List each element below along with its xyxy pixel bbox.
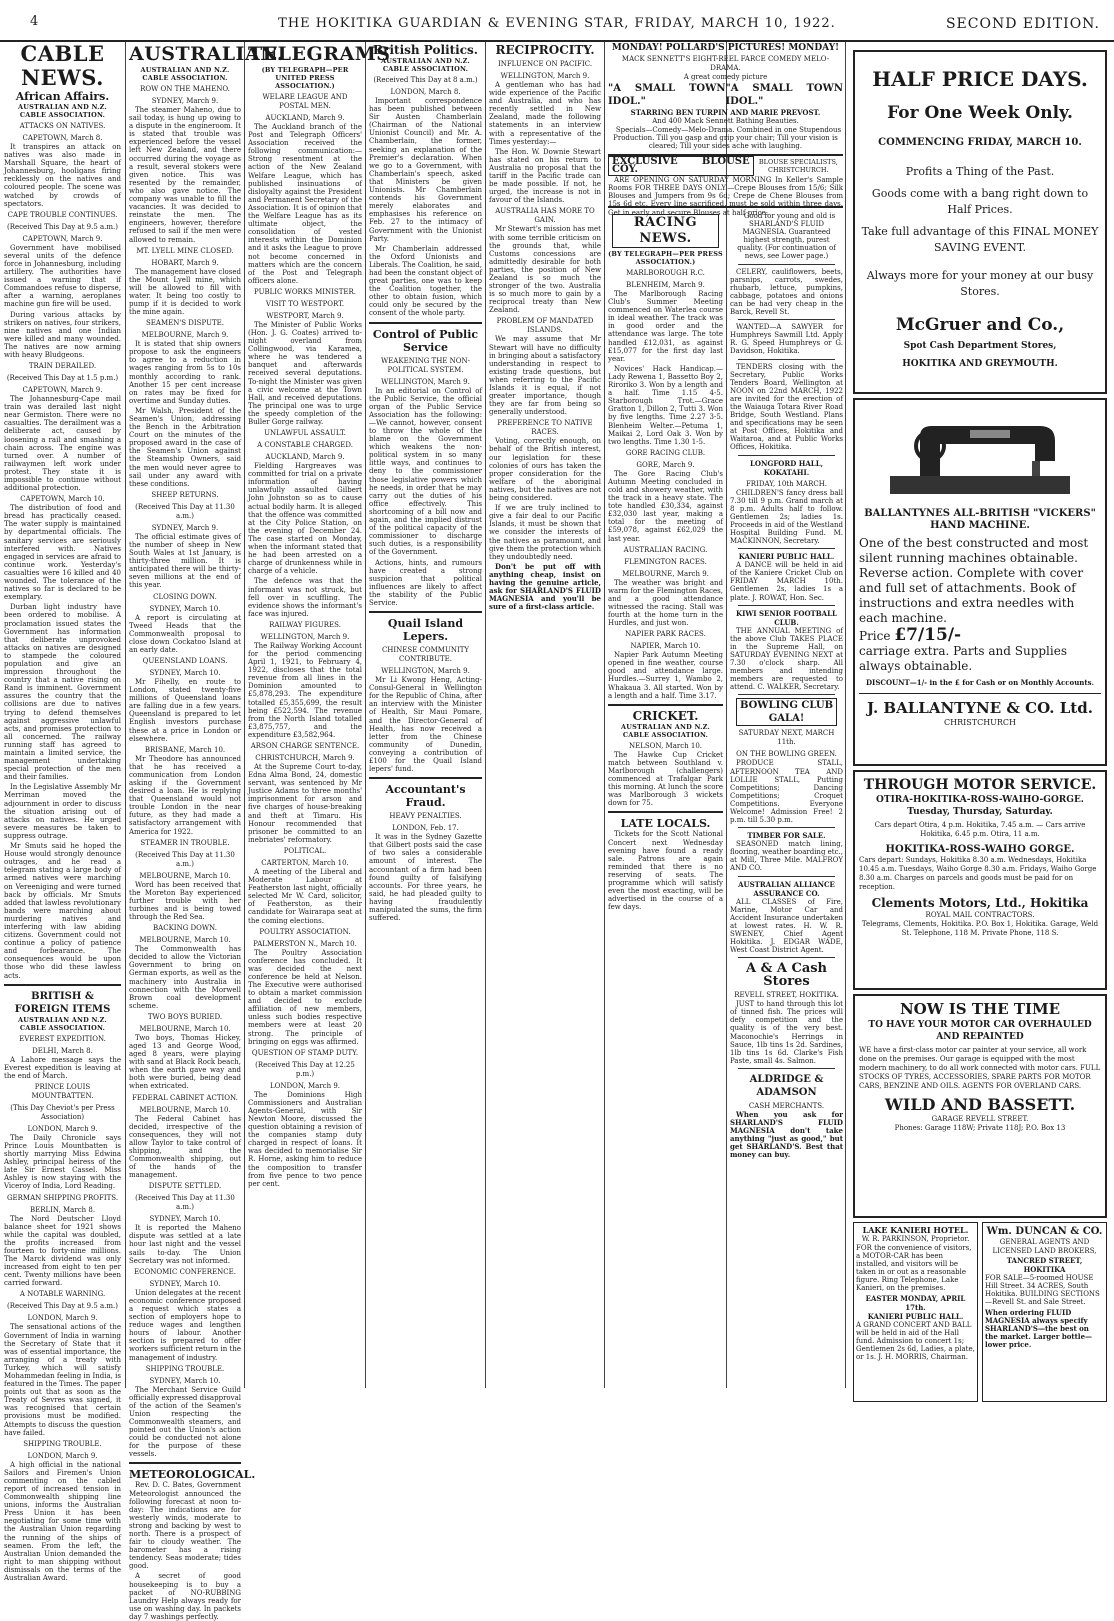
dateline: PALMERSTON N., March 10.	[253, 939, 357, 948]
column-telegrams	[248, 42, 391, 1388]
one-week-heading: For One Week Only.	[887, 103, 1073, 123]
article-text: The steamer Maheno, due to sail today, is hung up owing to a dispute in the engineroom. It is stated that trouble was experienced before the vessel left New Zealand, and there occurred during the voyage as a result, several stokers were given notice. This was resented by the remainder, who also gave notice. The company was unable to fill the vacancies. It was decided to reinstate the men. The engineers, however, therefore refused to sail if the men were allowed to remain.	[129, 106, 241, 244]
british-politics-heading: British Politics.	[373, 43, 478, 57]
dateline: CHRISTCHURCH, March 9.	[255, 754, 355, 762]
australian-heading: AUSTRALIAN.	[129, 43, 284, 65]
easter-date: EASTER MONDAY, APRIL 17th.	[865, 1294, 966, 1312]
subheading: BACKING DOWN.	[153, 924, 217, 933]
dateline: WELLINGTON, March 9.	[381, 667, 470, 676]
article-text: In the Legislative Assembly Mr Merriman moved the adjournment in order to discuss the situation arising out of attacks on natives. He urged severe measures be taken to suppress outrage.	[4, 783, 121, 840]
assoc-label: (BY TELEGRAPH—PER PRESS ASSOCIATION.)	[608, 250, 723, 266]
assoc-label: AUSTRALIAN AND N.Z. CABLE ASSOCIATION.	[381, 57, 470, 73]
blouse-text: ARE OPENING ON SATURDAY MORNING In Keller's Sample Rooms FOR THREE DAYS ONLY.—Crepe Blouses from 15/6; Silk Blouses and Jumpers from 9s 6d; Crepe de Chene Blouses from 15s 6d etc. Every line sacrificed, must be sold within three days. Get in early and secure Blouses at half price.	[608, 176, 843, 217]
column-reciprocity	[489, 42, 601, 1388]
dateline: MELBOURNE, March 10.	[139, 936, 231, 945]
article-text: The official estimate gives of the number of sheep in New South Wales at 1st January, is thirty-three million. It is anticipated there will be thirty-seven millions at the end of this year.	[129, 532, 241, 590]
article-text: Two boys, Thomas Hickey, aged 13 and George Wood, aged 8 years, were playing with sand at Black Rock beach, when the earth gave way and both were buried, being dead when extricated.	[129, 1033, 241, 1091]
meteorological-heading: METEOROLOGICAL.	[129, 1468, 256, 1482]
dateline: DELHI, March 8.	[32, 1046, 93, 1055]
subheading: INFLUENCE ON PACIFIC.	[497, 60, 593, 68]
subheading: VISIT TO WESTPORT.	[265, 299, 345, 308]
column-racing	[608, 212, 723, 1388]
ad-heading: LONGFORD HALL, KOKATAHI.	[749, 458, 824, 477]
clements-contact: Telegrams, Clements, Hokitika. P.O. Box 1, Hokitika. Garage, Weld St. Telephone, 118 M. Private Phone, 118 S.	[861, 920, 1099, 937]
dateline: SYDNEY, March 9.	[151, 523, 219, 532]
column-classifieds	[730, 212, 843, 1388]
dateline: SYDNEY, March 10.	[149, 1279, 221, 1288]
subheading: MARLBOROUGH R.C.	[626, 269, 705, 277]
overhaul-ad	[853, 994, 1107, 1218]
cricket-heading: CRICKET.	[632, 708, 699, 723]
column-british-politics	[369, 42, 482, 1388]
subheading: PREFERENCE TO NATIVE RACES.	[497, 419, 593, 437]
motor-service-ad	[853, 770, 1107, 990]
ad-place: CASH MERCHANTS.	[748, 1101, 825, 1110]
column-rule	[365, 42, 366, 1388]
ad-heading: TIMBER FOR SALE.	[747, 831, 826, 841]
subheading: AUSTRALIA HAS MORE TO GAIN.	[495, 207, 595, 225]
article-text: If we are truly inclined to give a fair deal to our Pacific Islands, it must be shown that we consider the interests of the natives as paramount, and give them the protection which they undoubtedly need.	[489, 504, 601, 561]
duncan-text: FOR SALE—5-roomed HOUSE Hill Street. 34 ACRES, South Hokitika. BUILDING SECTIONS—Revell St. and Sale Street.	[985, 1274, 1100, 1306]
bowling-heading: BOWLING CLUB GALA!	[736, 698, 837, 726]
article-text: It is reported the Maheno dispute was settled at a late hour last night and the vessel sails to-day. The Union Secretary was not informed.	[129, 1224, 241, 1265]
masthead	[0, 14, 1114, 42]
article-text: The Nord Deutscher Lloyd balance sheet for 1921 shows while the capital was doubled, the profits increased from fourteen to forty-nine millions. The Marck dividend was only increased from eight to ten per cent. Twenty millions have been carried forward.	[4, 1214, 121, 1288]
racing-news-heading: RACING NEWS.	[612, 214, 719, 248]
article-text: Mr Chamberlain addressed the Oxford Unionists and Liberals. The Coalition, he said, had been the constant object of great parties, one was to keep the Coalition together, the other to obtain fusion, which could only be secured by the consent of the whole party.	[369, 244, 482, 318]
dateline: BRISBANE, March 10.	[144, 745, 226, 754]
accountants-fraud-heading: Accountant's Fraud.	[385, 783, 466, 810]
subheading: RAILWAY FIGURES.	[269, 620, 341, 629]
assoc-label: AUSTRALIAN AND N.Z. CABLE ASSOCIATION.	[18, 1015, 107, 1032]
subheading: CLOSING DOWN.	[153, 592, 217, 601]
late-locals-heading: LATE LOCALS.	[620, 817, 711, 831]
subheading: EVEREST EXPEDITION.	[19, 1034, 106, 1043]
received-note: (Received This Day at 1.5 p.m.)	[6, 374, 119, 383]
subheading: CAPE TROUBLE CONTINUES.	[7, 210, 118, 219]
assoc-label: AUSTRALIAN AND N.Z. CABLE ASSOCIATION.	[140, 66, 230, 82]
subheading: HEAVY PENALTIES.	[389, 812, 462, 821]
classified-ad: PRODUCE STALL, AFTERNOON TEA AND LOLLIE STALL, Putting Competitions; Dancing Competitions; Croquet Competitions. Everyone Welcome! Admission Free! 2 p.m. till 5.30 p.m.	[730, 759, 843, 825]
lake-heading: LAKE KANIERI HOTEL.	[862, 1225, 969, 1235]
dateline: AUCKLAND, March 9.	[265, 114, 345, 122]
lake-kanieri-ad	[853, 1222, 978, 1402]
ad-heading: KIWI SENIOR FOOTBALL CLUB.	[736, 608, 837, 627]
british-foreign-heading: BRITISH & FOREIGN ITEMS	[14, 990, 111, 1015]
ad-place: REVELL STREET, HOKITIKA.	[734, 991, 839, 1000]
column-rule	[485, 42, 486, 1388]
now-sub: TO HAVE YOUR MOTOR CAR OVERHAULED AND REPAINTED	[868, 1020, 1092, 1042]
adamson-heading: ALDRIDGE & ADAMSON	[749, 1073, 824, 1098]
article-text: The defence was that the informant was not struck, but fell over in scuffling. The evidence shows the informant's face was injured.	[248, 577, 362, 618]
duncan-address: TANCRED STREET, HOKITIKA	[1006, 1256, 1083, 1274]
article-text: Mr Li Kwong Heng, Acting-Consul-General in Wellington for the Republic of China, after an interview with the Minister of Health, Sir Maui Pomare, and the Director-General of Health, has now received a letter from the Chinese community of Dunedin, conveying a contribution of £100 for the Quail Island lepers' fund.	[369, 676, 482, 774]
half-price-ad	[853, 50, 1107, 394]
ballantyne-location: CHRISTCHURCH	[943, 718, 1017, 727]
dateline: CAPETOWN, March 9.	[22, 234, 103, 243]
article-text: The distribution of food and bread has practically ceased. The water supply is maintained by departmental officials. The sanitary services are seriously interfered with. Natives engaged in services are afraid to continue work. Yesterday's casualties were 16 killed and 40 wounded. The tolerance of the natives so far is declared to be exemplary.	[4, 504, 121, 602]
subheading: GERMAN SHIPPING PROFITS.	[6, 1193, 119, 1202]
duncan-ad	[982, 1222, 1107, 1402]
quail-island-heading: Quail Island Lepers.	[387, 617, 464, 644]
received-note: (Received This Day at 11.30 a.m.)	[135, 1194, 235, 1212]
article-text: Government have mobilised several units of the defence force in Johannesburg, including artillery. The authorities have issued a warning that if Commandoes refuse to disperse, after a warning, aeroplanes machine gun fire will be used.	[4, 243, 121, 309]
article-text: Durban light industry have been ordered to mobilise. A proclamation issued states the Government has information that deliberate unprovoked attacks on natives are designed to stampede the coloured population and give an impression throughout the country that a native rising on Rand is imminent. Government assures the country that the collisions are due to natives trying to defend themselves against aggressive unlawful acts, and promises protection to all concerned. The railway running staff has agreed to maintain a limited service, the management undertaking special protection of the men and their families.	[4, 603, 121, 782]
subheading: SHEEP RETURNS.	[151, 490, 219, 499]
dateline: WELLINGTON, March 9.	[500, 72, 590, 80]
article-text: Mr Walsh, President of the Seamen's Union, addressing the Bench in the Arbitration Court on the minutes of the proposed award in the case of the Seamen's Union against the Steamship Owners, said the men would never agree to sail under any award with these conditions.	[129, 406, 241, 488]
ad-date: FRIDAY, 10th MARCH.	[745, 479, 828, 488]
article-text: The Railway Working Account for the period commencing April 1, 1921, to February 4, 1922, discloses that the total revenue from all lines in the Dominion amounted to £5,878,293. The expenditure totalled £5,355,699, the result being £522,594. The revenue from the North Island totalled £3,875,757, and the expenditure £3,582,964.	[248, 641, 362, 739]
magnesia-ad: When you ask for SHARLAND'S FLUID MAGNESIA don't take anything "just as good," but get SHARLAND'S. Best that money can buy.	[730, 1109, 843, 1160]
article-text: The Hon. W. Downie Stewart has stated on his return to Australia no proposal that the tariff in the Pacific trade can be made possible. If not, he urged, the increase is not in favour of the Islands.	[489, 147, 601, 205]
article-text: The Federal Cabinet has decided, irrespective of the consequences, they will not allow Taylor to take control of shipping, and the Commonwealth shipping, out of the hands of the management.	[129, 1114, 241, 1180]
subheading: ECONOMIC CONFERENCE.	[134, 1267, 236, 1276]
article-text: The Gore Racing Club's Autumn Meeting concluded in cold and showery weather, with the track in a heavy state. The tote handled £30,334, against £32,030 last year, making a total for the meeting of £59,078, against £62,029 the last year.	[608, 469, 723, 543]
dateline: GORE, March 9.	[636, 460, 695, 469]
article-text: A report is circulating at Tweed Heads that the Commonwealth proposal to close down Cockatoo Island at an early date.	[129, 613, 241, 654]
ad-place: ON THE BOWLING GREEN.	[736, 750, 837, 759]
film-stars: STARRING BEN TURPIN AND MARIE PREVOST.	[630, 108, 821, 117]
classified-ad: A DANCE will be held in aid of the Kaniere Cricket Club on FRIDAY MARCH 10th. Gentlemen 2s, ladies 1s a plate. J. ROWAT, Hon. Sec.	[730, 561, 843, 602]
classified-ad: THE ANNUAL MEETING of the above Club TAKES PLACE in the Supreme Hall, on SATURDAY EVENING NEXT at 7.30 o'clock sharp. All members and intending members are requested to attend. C. WALKER, Secretary.	[730, 626, 843, 692]
subheading: ARSON CHARGE SENTENCE.	[250, 742, 360, 750]
received-note: (Received This Day at 8 a.m.)	[373, 76, 478, 84]
film-subtitle: A great comedy picture	[683, 73, 768, 81]
dateline: LONDON, March 9.	[27, 1124, 98, 1133]
control-public-service-heading: Control of Public Service	[372, 327, 479, 354]
classified-ad: SEASONED match lining, flooring, weather boarding etc., at Mill, Three Mile. MALFROY AND CO.	[730, 840, 843, 873]
subheading: DISPUTE SETTLED.	[148, 1182, 222, 1191]
dateline: CAPETOWN, March 8.	[22, 134, 103, 142]
ad-heading: AUSTRALIAN ALLIANCE ASSURANCE CO.	[738, 879, 835, 898]
wild-bassett-sub: GARAGE REVELL STREET.	[931, 1115, 1029, 1123]
grand-concert: A GRAND CONCERT AND BALL will be held in aid of the Hall fund. Admission to concert 1s; Gentlemen 2s 6d, Ladies, a plate, or 1s. J. H. MORRIS, Chairman.	[856, 1321, 975, 1361]
article-text: A gentleman who has had wide experience of the Pacific and Australia, and who has recently settled in New Zealand, made the following statements in an interview with a representative of the Times yesterday:—	[489, 81, 601, 146]
dateline: SYDNEY, March 9.	[151, 97, 219, 105]
dateline: HOBART, March 9.	[151, 258, 219, 267]
magnesia-ad: Don't be put off with anything cheap, insist on having the genuine article, ask for SHARLAND'S FLUID MAGNESIA and you'll be sure of a first-class article.	[489, 561, 601, 612]
article-text: It transpires an attack on natives was also made in Marshall Square, the heart of Johannesburg, hooligans firing recklessly on the natives and coloured people. The scene was watched by crowds of spectators.	[4, 143, 121, 208]
subheading: PROBLEM OF MANDATED ISLANDS.	[496, 317, 594, 335]
ballantyne-ad	[853, 398, 1107, 766]
dateline: LONDON, Feb. 17.	[392, 824, 459, 833]
article-text: Rev. D. C. Bates, Government Meteorologist announced the following forecast at noon to-day: The indications are for westerly winds, moderate to strong and backing by west to north. There is a prospect of fair to cloudy weather. The barometer has a rising tendency. Seas moderate; tides good.	[129, 1481, 241, 1571]
dateline: MELBOURNE, March 9.	[141, 331, 229, 340]
column-rule	[845, 42, 846, 1388]
dateline: SYDNEY, March 10.	[149, 668, 221, 677]
half-price-heading: HALF PRICE DAYS.	[872, 67, 1088, 91]
classified-ad: JUST to hand through this lot of tinned fish. The prices will defy competition and the quality is of the very best. Maconochie's Herrings in Sauce, 1lb tins 1s 2d. Sardines, 1lb tins 1s 6d. Clarke's Fish Paste, small 4s. Salmon.	[730, 1000, 843, 1065]
subheading: POLITICAL.	[283, 846, 327, 855]
article-text: At the Supreme Court to-day, Edna Alma Bond, 24, domestic servant, was sentenced by Mr Justice Adams to three months' imprisonment for arson and five charges of house-breaking and theft at Timaru. His Honour recommended that prisoner be committed to an inebriates' reformatory.	[248, 763, 362, 844]
received-note: (Received This Day at 11.30 a.m.)	[135, 502, 235, 520]
goods-text: Goods come with a bang right down to Half Prices.	[871, 187, 1089, 216]
dateline: BERLIN, March 8.	[29, 1205, 96, 1214]
subheading: POULTRY ASSOCIATION.	[259, 927, 351, 936]
dateline: LONDON, March 8.	[390, 88, 461, 96]
article-text: Fielding Hargreaves was committed for trial on a private information of having unlawfully assaulted Gilbert John Johnston so as to cause actual bodily harm. It is alleged that the offence was committed at the City Police Station, on the evening of December 24. The case started on Monday, when the informant stated that he had been arrested on a charge of drunkenness while in charge of a vehicle.	[248, 462, 362, 576]
dateline: SYDNEY, March 10.	[149, 604, 221, 613]
subheading: ATTACKS ON NATIVES.	[19, 122, 106, 130]
pollards-pictures-ad	[608, 42, 843, 156]
subheading: SHIPPING TROUBLE.	[23, 1439, 102, 1448]
machine-price: £7/15/-	[894, 625, 962, 645]
subheading: QUESTION OF STAMP DUTY.	[251, 1048, 359, 1057]
article-text: A meeting of the Liberal and Moderate Labour at Featherston last night, officially selected Mr W. Card, solicitor, of Featherston, as their candidate for Wairarapa seat at the coming elections.	[248, 867, 362, 925]
motor-route: OTIRA-HOKITIKA-ROSS-WAIHO-GORGE.	[876, 795, 1084, 805]
column-cable-news	[4, 41, 121, 1583]
dateline: WESTPORT, March 9.	[266, 311, 344, 320]
subheading: PUBLIC WORKS MINISTER.	[254, 287, 356, 296]
discount-text: DISCOUNT—1/- in the £ for Cash or on Monthly Accounts.	[865, 678, 1095, 687]
classified-ad: WANTED—A SAWYER for Humphreys Sawmill Ltd. Apply R. G. Speed Humphreys or G. Davidson, Hokitika.	[730, 323, 843, 356]
subheading: A CONSTABLE CHARGED.	[257, 441, 353, 450]
wild-bassett-name: WILD AND BASSETT.	[884, 1095, 1076, 1114]
article-text: The Marlborough Racing Club's Summer Meeting commenced on Waterlea course in ideal weather. The track was in good order and the attendance was large. The tote handled £12,031, as against £15,077 for the first day last year.	[608, 290, 723, 363]
dateline: LONDON, March 9.	[269, 1081, 340, 1090]
dateline: NELSON, March 10.	[628, 741, 703, 750]
subheading: PRINCE LOUIS MOUNTBATTEN.	[31, 1082, 94, 1100]
waiho-heading: HOKITIKA-ROSS-WAIHO GORGE.	[885, 844, 1075, 855]
classified-ad: CELERY, cauliflowers, beets, parsnips, carrots, swedes, rhubarb, lettuce, pumpkins, cabbage, potatoes and onions can be had very cheap in the Barck, Revell St.	[730, 267, 843, 317]
dateline: LONDON, March 9.	[27, 1314, 98, 1323]
price-label: Price	[859, 629, 891, 643]
dateline: WELLINGTON, March 9.	[381, 377, 470, 386]
motor-times: Cars depart Otira, 4 p.m. Hokitika, 7.45 a.m. — Cars arrive Hokitika, 6.45 p.m. Otira, 11 a.m.	[874, 821, 1086, 838]
magnesia-ad: When ordering FLUID MAGNESIA always specify SHARLAND'S—the best on the market. Larger bottle—lower price.	[985, 1308, 1093, 1349]
article-text: In an editorial on Control of the Public Service, the official organ of the Public Service Association has the following:—We cannot, however, consent to throw the whole of the blame on the Government which weakens the non-political system in so many little ways, and continues to deny to the commissioner those legislative powers which he needs, in order that he may carry out the duties of his office effectively. This shortcoming of a bill now and again, and the implied distrust of the political capacity of the commissioner to discharge such duties, is a responsibility of the Government.	[369, 386, 482, 557]
article-text: Union delegates at the recent economic conference proposed a request which states a section of employers hope to reduce wages and lengthen hours of labour. Another section is prepared to offer workers sufficient return in the management of industry.	[129, 1288, 241, 1362]
article-text: The Johannesburg-Cape mail train was derailed last night near Germiston. There were no casualties. The derailment was a deliberate act, caused by loosening a rail and smashing a chain across. The engine was turned over. A number of railwaymen left work under protest. They state it is impossible to continue without additional protection.	[4, 395, 121, 493]
subheading: CHINESE COMMUNITY CONTRIBUTE.	[381, 646, 470, 664]
article-text: The sensational actions of the Government of India in warning the Secretary of State that it was of essential importance, the arranging of a treaty with Turkey, which will satisfy Mohammedan feeling in India, is featured in the Times. The paper points out that as soon as the Treaty of Sevres was signed, it was recognised that certain provisions must be modified. Attempts to discuss the question have failed.	[4, 1323, 121, 1437]
subheading: FEDERAL CABINET ACTION.	[132, 1093, 238, 1102]
film-title-left: "A SMALL TOWN IDOL."	[608, 83, 726, 107]
subheading: FLEMINGTON RACES.	[624, 557, 707, 566]
column-rule	[726, 42, 727, 1388]
pictures-banner: MONDAY! POLLARD'S PICTURES! MONDAY!	[611, 43, 840, 53]
now-text: WE have a first-class motor car painter at your service, all work done on the premises. Our garage is equipped with the most modern machinery, to do all work connected with motor cars. FULL STOCKS OF TYRES, ACCESSORIES, SPARE PARTS FOR MOTOR CARS, BENZINE AND OILS. AGENTS FOR OVERLAND CARS.	[859, 1046, 1101, 1090]
blouse-ad	[608, 156, 843, 217]
article-text: The Dominions High Commissioners and Australian Agents-General, with Sir Newton Moore, discussed the question obtaining a revision of the companies stamp duty charged in respect of loans. It was decided to memorialise Sir R. Horne, asking him to reduce the composition to transfer from five pence to two pence per cent.	[248, 1090, 362, 1188]
ad-heading: KANIERI PUBLIC HALL.	[738, 552, 835, 562]
article-text: Novices' Hack Handicap.—Lady Rewena 1, Bassetto Boy 2, Riroriko 3. Won by a length and a half. Time 1.15 4-5. Starborough Trot.—Grace Gratton 1, Dillon 2, Tutti 3. Won by five lengths. Time 2.27 3-5. Blenheim Welter.—Petuma 1, Maikai 2, Lord Oak 3. Won by two lengths. Time 1.30 1-5.	[608, 364, 723, 446]
classified-ad: ALL CLASSES of Fire, Marine, Motor Car and Accident Insurance undertaken at lowest rates. H. W. R. SWENEY, Chief Agent Hokitika. J. EDGAR WADE, West Coast District Agent.	[730, 897, 843, 955]
article-text: A high official in the national Sailors and Firemen's Union commenting on the cabled report of increased tension in Commonwealth shipping line unions, informs the Australian Press Union it has been negotiating for some time with the Australian Union regarding the running of the ships of seamen. From the left, the Australian Union demanded the right to man shipping without dismissals on the terms of the Australian Award.	[4, 1460, 121, 1583]
subheading: MT. LYELL MINE CLOSED.	[136, 246, 234, 255]
article-text: The Daily Chronicle says Prince Louis Mountbatten is shortly marrying Miss Edwina Ashley, principal heiress of the late Sir Ernest Cassel. Miss Ashley is now staying with the Viceroy of India, Lord Reading.	[4, 1133, 121, 1191]
dateline: NAPIER, March 10.	[630, 642, 701, 651]
ballantyne-text: One of the best constructed and most silent running machines obtainable. Reverse action. Complete with cover and full set of attachments. Book of instructions and extra needles with each machine.	[859, 536, 1089, 625]
dateline: CAPETOWN, March 9.	[22, 386, 103, 395]
film-title-right: "A SMALL TOWN IDOL."	[725, 83, 843, 107]
article-text: The Minister of Public Works (Hon. J. G. Coates) arrived to-night overland from Collingwood, via Karamea, where he was tendered a banquet and afterwards received several deputations. To-night the Minister was given a civic welcome at the Town Hall, and received deputations. The principal one was to urge the speedy completion of the Buller Gorge railway.	[248, 320, 362, 426]
ad-date: SATURDAY NEXT, MARCH 11th.	[738, 729, 835, 747]
subheading: UNLAWFUL ASSAULT.	[264, 429, 346, 438]
subheading: NAPIER PARK RACES.	[625, 630, 706, 639]
reciprocity-heading: RECIPROCITY.	[495, 43, 595, 57]
article-text: The management have closed the Mount Lyell mine, which will be allowed to fill with water. It being too costly to pump if it is decided to work the mine again.	[129, 267, 241, 317]
assoc-label: AUSTRALIAN AND N.Z. CABLE ASSOCIATION.	[621, 722, 710, 739]
lake-prop: W. R. PARKINSON, Proprietor.	[861, 1235, 970, 1243]
always-text: Always more for your money at our busy Stores.	[866, 269, 1094, 298]
subheading: WEAKENING THE NON-POLITICAL SYSTEM.	[381, 356, 470, 374]
duncan-name: Wm. DUNCAN & CO.	[986, 1226, 1103, 1237]
mcgruer-sub: Spot Cash Department Stores,	[903, 341, 1057, 351]
blouse-side: BLOUSE SPECIALISTS, CHRISTCHURCH.	[758, 158, 838, 175]
article-text: During various attacks by strikers on natives, four strikers, nine natives and one Indian were killed and many wounded. The natives are now arming with heavy Bludgeons.	[4, 310, 121, 359]
wild-bassett-phone: Phones: Garage 118W; Private 118J; P.O. Box 13	[894, 1124, 1066, 1132]
article-text: The Merchant Service Guild officially expressed disapproval of the action of the Seamen's Union respecting the Commonwealth steamers, and pointed out the Union's action could be conducted not alone for the purpose of these vessels.	[129, 1385, 241, 1459]
subheading: AUSTRALIAN RACING.	[623, 545, 708, 554]
article-text: The Poultry Association conference has concluded. It was decided the next conference be held at Nelson. The Executive were authorised to obtain a market commission and decided to exclude affiliation of new members, unless such bodies respective members were at least 20 strong. The principle of bringing on eggs was affirmed.	[248, 948, 362, 1046]
article-text: A secret of good housekeeping is to buy a packet of NO-RUBBING Laundry Help always ready for use on washing day. In packets day 7 washings perfectly.	[129, 1572, 241, 1621]
dateline: WELLINGTON, March 9.	[260, 632, 350, 641]
received-note: (Received This Day at 12.25 p.m.)	[255, 1060, 355, 1078]
cable-news-heading: CABLE NEWS.	[20, 41, 105, 90]
film-specials: Specials—Comedy—Melo-Drama. Combined in one Stupendous Production. Till you gasp and grip your chair; Till your vision is cleared; Till your sides ache with laughing.	[613, 126, 842, 151]
commencing-label: COMMENCING FRIDAY, MARCH 10.	[878, 137, 1082, 148]
article-text: It is stated that ship owners propose to ask the engineers to agree to a reduction in wages ranging from 5s to 10s monthly according to rank. Another 15 per cent increase on rates may be fixed for overtime and Sunday duties.	[129, 340, 241, 405]
duncan-sub: GENERAL AGENTS AND LICENSED LAND BROKERS,	[992, 1238, 1097, 1255]
dateline: AUCKLAND, March 9.	[265, 453, 345, 462]
sewing-machine-icon	[860, 406, 1100, 506]
subheading: A NOTABLE WARNING.	[19, 1290, 106, 1299]
kaniere-hall: KANIERI PUBLIC HALL.	[867, 1312, 964, 1321]
column-australian	[129, 42, 284, 1621]
dateline: LONDON, March 9.	[27, 1451, 98, 1460]
carriage-text: carriage extra. Parts and Supplies always obtainable.	[859, 644, 1067, 673]
dateline: MELBOURNE, March 9.	[622, 569, 709, 578]
telegrams-heading: TELEGRAMS	[248, 43, 391, 65]
classified-ad: CHILDREN'S fancy dress ball 7.30 till 9 p.m. Grand march at 8 p.m. Adults half to follow. Gentlemen 2s; ladies 1s. Proceeds in aid of the Westland Hospital Building Fund. M. MACKINNON, Secretary.	[730, 488, 843, 546]
waiho-text: Cars depart: Sundays, Hokitika 8.30 a.m. Wednesdays, Hokitika 10.45 a.m. Tuesdays, Waiho Gorge 8.30 a.m. Fridays, Waiho Gorge 8.30 a.m. Charges on parcels and goods must be paid for on reception.	[859, 856, 1097, 891]
column-display-ads	[849, 42, 1111, 1388]
subheading: QUEENSLAND LOANS.	[142, 656, 228, 665]
article-text: Mr Stewart's mission has met with some terrible criticism on the grounds that, while Customs concessions are admittedly desirable for both parties, the position of New Zealand is so much the stronger of the two. Australia is so much more to gain by a reciprocal treaty than New Zealand.	[489, 225, 601, 315]
subheading: ROW ON THE MAHENO.	[140, 85, 230, 93]
column-rule	[125, 42, 126, 1388]
article-text: The weather was bright and warm for the Flemington Races, and a good attendance witnessed the racing. Stall was fourth at the home turn in the Hurdles, and just won.	[608, 578, 723, 628]
clements-name: Clements Motors, Ltd., Hokitika	[871, 896, 1089, 910]
film-subtitle: MACK SENNETT'S EIGHT-REEL FARCE COMEDY MELO-DRAMA.	[621, 55, 830, 72]
dateline: CARTERTON, March 10.	[261, 858, 349, 867]
mcgruer-loc: HOKITIKA AND GREYMOUTH.	[902, 359, 1058, 369]
article-text: We may assume that Mr Stewart will have no difficulty in bringing about a satisfactory understanding in respect to existing trade questions, but when referring to the Pacific Islands it is equal, if not greater importance, though they are far from being so generally understood.	[489, 335, 601, 417]
dateline: BLENHEIM, March 9.	[626, 281, 705, 289]
african-affairs-heading: African Affairs.	[15, 90, 110, 103]
classified-ad: Good for young and old is SHARLAND'S FLUID MAGNESIA. Guaranteed highest strength, purest quality. (For continuation of news, see Lower page.)	[737, 212, 836, 261]
now-heading: NOW IS THE TIME	[899, 1000, 1061, 1018]
article-text: Napier Park Autumn Meeting opened in fine weather, course good and attendance large. Hurdles.—Surrey 1, Wambo 2, Whakaua 3. All started. Won by a length and a half. Time 3.17.	[608, 651, 723, 700]
article-text: Mr Smuts said he hoped the House would strongly denounce outrages, and he read a telegram stating a large body of armed natives were marching on Vereeniging and were turned back by officials. Mr Smuts added that lawless revolutionary bands were marching about murdering natives and interfering with law abiding citizens. Government could not continue a policy of patience and forbearance. The consequences would be upon those who did these lawless acts.	[4, 842, 121, 980]
subheading: TRAIN DERAILED.	[28, 362, 97, 371]
film-stars: And 400 Mack Sennett Bathing Beauties.	[652, 117, 799, 125]
dateline: SYDNEY, March 10.	[149, 1215, 221, 1224]
subheading: SEAMEN'S DISPUTE.	[146, 319, 224, 328]
received-note: (This Day Cheviot's per Press Association)	[10, 1103, 115, 1121]
subheading: SHIPPING TROUBLE.	[145, 1364, 225, 1373]
dateline: MELBOURNE, March 10.	[139, 871, 231, 880]
subheading: GORE RACING CLUB.	[625, 448, 706, 457]
article-text: The Commonwealth has decided to allow the Victorian Government to bring on German exports, as well as the machinery into Australia in connection with the Morwell Brown coal development scheme.	[129, 945, 241, 1010]
dateline: CAPETOWN, March 10.	[20, 495, 105, 504]
article-text: Important correspondence has been published between Sir Austen Chamberlain (Chairman of the National Unionist Council) and Mr. A. Chamberlain, the former, seeking an explanation of the Premier's declaration. When we go to a Government, with Chamberlain's speech, asked that Ministers be given Unionists. Mr Chamberlain contends his Government merely elaborates and emphasises his reference on Feb. 27 to the intimacy of Government with the Unionist Party.	[369, 97, 482, 243]
ballantyne-heading: BALLANTYNES ALL-BRITISH "VICKERS" HAND MACHINE.	[864, 508, 1096, 531]
newspaper-title: THE HOKITIKA GUARDIAN & EVENING STAR, FRIDAY, MARCH 10, 1922.	[278, 16, 836, 31]
received-note: (Received This Day at 9.5 a.m.)	[6, 1302, 118, 1311]
article-text: A Lahore message says the Everest expedition is leaving at the end of March.	[4, 1055, 121, 1080]
dateline: MELBOURNE, March 10.	[139, 1105, 231, 1114]
assoc-label: AUSTRALIAN AND N.Z. CABLE ASSOCIATION.	[18, 103, 107, 119]
article-text: Mr Theodore has announced that he has received a communication from London asking if the Government desired a loan. He is replying that Queensland would not trouble London in the near future, as they had made a satisfactory arrangement with America for 1922.	[129, 754, 241, 836]
subheading: STEAMER IN TROUBLE.	[140, 838, 230, 847]
mcgruer-name: McGruer and Co.,	[895, 315, 1065, 335]
subheading: WELARE LEAGUE AND POSTAL MEN.	[262, 93, 348, 110]
ballantyne-company: J. BALLANTYNE & CO. Ltd.	[859, 693, 1101, 718]
cash-stores-heading: A & A Cash Stores	[745, 961, 828, 990]
article-text: Actions, hints, and rumours have created a strong suspicion that political influences are likely to affect the stability of the Public Service.	[369, 558, 482, 607]
dateline: SYDNEY, March 10.	[149, 1376, 221, 1385]
motor-days: Tuesday, Thursday, Saturday.	[907, 807, 1053, 817]
subheading: TWO BOYS BURIED.	[147, 1012, 223, 1021]
column-rule	[604, 42, 605, 1388]
received-note: (Received This Day at 9.5 a.m.)	[6, 222, 118, 231]
blouse-heading: EXCLUSIVE BLOUSE COY.	[608, 156, 754, 176]
classified-ad: TENDERS closing with the Secretary, Public Works Tenders Board, Wellington at NOON on 22nd MARCH, 1922 are invited for the erection of the Waiauga Totara River Road Bridge, South Westland. Plans and specifications may be seen at Post Offices, Hokitika and Waitaroa, and at Public Works Offices, Hokitika.	[730, 362, 843, 452]
profits-text: Profits a Thing of the Past.	[905, 165, 1055, 178]
article-text: The Hawke Cup Cricket match between Southland v. Marlborough (challengers) commenced at Trafalgar Park this morning. At lunch the score was Marlborough 3 wickets down for 75.	[608, 750, 723, 808]
motor-service-heading: THROUGH MOTOR SERVICE.	[863, 777, 1097, 793]
article-text: Tickets for the Scott National Concert next Wednesday evening have found a ready sale. Patrons are again reminded that there is no reserving of seats. The programme which will satisfy even the most exacting, will be advertised in the course of a few days.	[608, 830, 723, 912]
edition-label: SECOND EDITION.	[945, 16, 1100, 32]
take-advantage-text: Take full advantage of this FINAL MONEY SAVING EVENT.	[861, 225, 1099, 254]
article-text: Mr Fihelly, en route to London, stated twenty-five millions of Queensland loans are falling due in a few years. Queensland is prepared to let English investors purchase these at a price in London or elsewhere.	[129, 677, 241, 743]
article-text: The Auckland branch of the Post and Telegraph Officers' Association received the following communication:—Strong resentment at the action of the New Zealand Welfare League, which has published insinuations of disloyalty against the President and Permanent Secretary of the Association. It is of opinion that the Welfare League has as its ultimate object, the consolidation of vested interests within the Dominion and it asks the League to prove not become concerned in matters which are the concern of the Post and Telegraph officers alone.	[248, 123, 362, 285]
received-note: (Received This Day at 11.30 a.m.)	[135, 850, 235, 868]
article-text: Voting, correctly enough, on behalf of the British interest, our legislation for these colonies of ours has taken the proper consideration for the welfare of the aboriginal natives, but the natives are not being considered.	[489, 437, 601, 503]
assoc-label: (BY TELEGRAPH—PER UNITED PRESS ASSOCIATION.)	[261, 66, 349, 90]
dateline: MELBOURNE, March 10.	[139, 1024, 231, 1033]
article-text: It was in the Sydney Gazette that Gilbert posts said the case of two sales a considerable amount of interest. The accountant of a firm had been found guilty of falsifying accounts. For three years, he said, he had pleaded guilty to having fraudulently manipulated the sums, the firm suffered.	[369, 833, 482, 923]
article-text: Word has been received that the Moreton Bay experienced further trouble with her turbines and is being towed through the Red Sea.	[129, 880, 241, 922]
lake-text: FOR the convenience of visitors, a MOTOR-CAR has been installed, and visitors will be taken in or out as a reasonable figure. Ring Telephone, Lake Kanieri, on the premises.	[856, 1244, 972, 1292]
clements-sub: ROYAL MAIL CONTRACTORS.	[925, 911, 1035, 919]
page-number: 4	[30, 14, 39, 29]
column-rule	[244, 42, 245, 1388]
